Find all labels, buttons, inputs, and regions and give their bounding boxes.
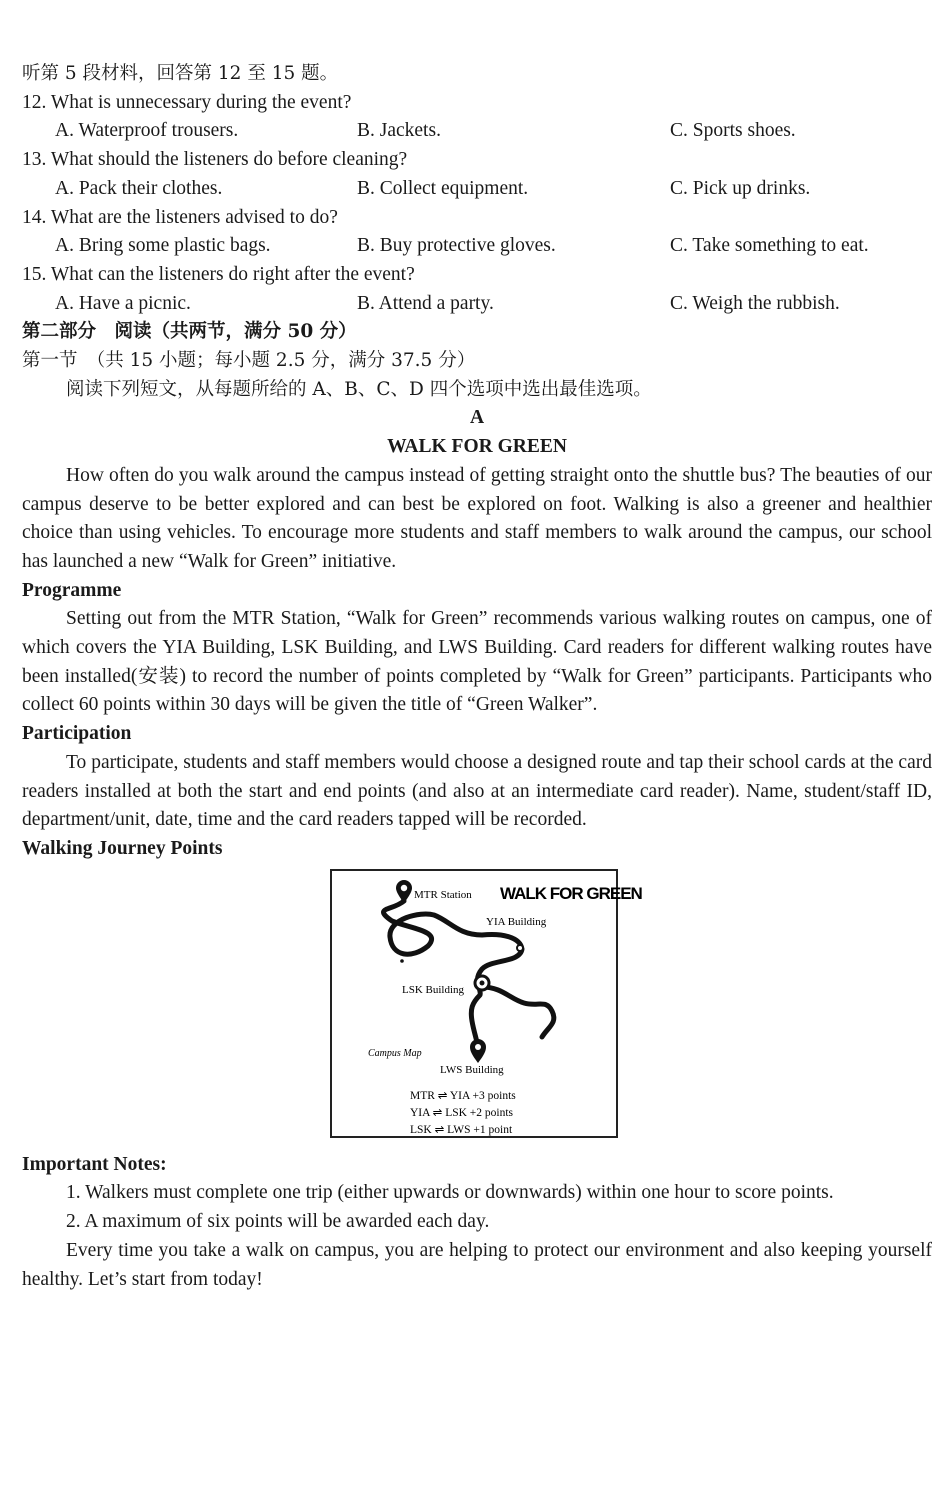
question-text: 15. What can the listeners do right after the event? [22, 263, 415, 285]
option-b: B. Jackets. [357, 120, 441, 142]
section1-heading: 第一节 （共 15 小题；每小题 2.5 分，满分 37.5 分） [22, 350, 476, 372]
programme-heading: Programme [22, 579, 122, 601]
article-title: WALK FOR GREEN [387, 436, 567, 458]
programme-paragraph: Setting out from the MTR Station, “Walk for Green” recommends various walking routes on campus, one of which covers the YIA Building, LSK Building, and LWS Building. Card readers for different walking routes have been installed(安装) to record the number of points completed by “Walk for Green” participants. Participants who collect 60 points within 30 days will be given the title of “Green Walker”. [22, 608, 932, 716]
lws-pin-icon [470, 1039, 486, 1063]
part2-heading: 第二部分 阅读（共两节，满分 50 分） [22, 321, 357, 343]
closing-paragraph: Every time you take a walk on campus, you are helping to protect our environment and also keeping yourself healthy. Let’s start from today! [22, 1239, 932, 1290]
legend-line-2: YIA ⇌ LSK +2 points [410, 1106, 514, 1119]
legend-line-1: MTR ⇌ YIA +3 points [410, 1089, 516, 1102]
label-lsk: LSK Building [402, 983, 465, 996]
participation-paragraph: To participate, students and staff members would choose a designed route and tap their school cards at the card readers installed at both the start and end points (and also at an intermediate card reader). Name, student/staff ID, department/unit, date, time and the card readers tapped will be recorded. [22, 751, 932, 831]
label-campus: Campus Map [368, 1047, 422, 1059]
listening-intro: 听第 5 段材料，回答第 12 至 15 题。 [22, 63, 339, 84]
option-c: C. Pick up drinks. [670, 177, 811, 199]
lsk-pin-icon [475, 976, 489, 990]
question-text: 14. What are the listeners advised to do? [22, 206, 338, 228]
question-15 [22, 261, 932, 318]
option-c: C. Sports shoes. [670, 120, 796, 142]
label-mtr: MTR Station [414, 888, 472, 901]
question-13 [22, 146, 932, 203]
notes-heading: Important Notes: [22, 1153, 167, 1175]
exam-page [22, 60, 932, 1294]
intro-paragraph: How often do you walk around the campus instead of getting straight onto the shuttle bus? The beauties of our campus deserve to be better explored and can best be explored on foot. Walking is also a greener and healthier choice than using vehicles. To encourage more students and staff members to walk around the campus, our school has launched a new “Walk for Green” initiative. [22, 464, 932, 572]
campus-map-figure [0, 864, 950, 1149]
mtr-pin-icon [396, 880, 412, 903]
option-a: A. Pack their clothes. [55, 177, 223, 199]
label-yia: YIA Building [486, 915, 547, 928]
legend-line-3: LSK ⇌ LWS +1 point [410, 1123, 513, 1136]
question-12 [22, 89, 932, 146]
option-c: C. Weigh the rubbish. [670, 292, 840, 314]
note-1: 1. Walkers must complete one trip (either upwards or downwards) within one hour to score points. [66, 1182, 834, 1204]
option-a: A. Bring some plastic bags. [55, 235, 271, 257]
option-b: B. Collect equipment. [357, 177, 529, 199]
participation-heading: Participation [22, 723, 132, 745]
option-a: A. Waterproof trousers. [55, 120, 239, 142]
question-14 [22, 204, 932, 261]
option-b: B. Attend a party. [357, 292, 494, 314]
walking-route-branch [482, 987, 554, 1037]
map-brand: WALK FOR GREEN [500, 883, 642, 903]
yia-dot-icon [517, 945, 523, 951]
campus-map [330, 869, 642, 1138]
points-heading: Walking Journey Points [22, 837, 223, 859]
question-text: 12. What is unnecessary during the event? [22, 91, 352, 113]
option-a: A. Have a picnic. [55, 292, 191, 314]
label-lws: LWS Building [440, 1063, 504, 1076]
passage-letter: A [469, 407, 485, 429]
note-2: 2. A maximum of six points will be awarded each day. [66, 1211, 490, 1233]
question-text: 13. What should the listeners do before cleaning? [22, 149, 408, 171]
option-b: B. Buy protective gloves. [357, 235, 556, 257]
option-c: C. Take something to eat. [670, 235, 869, 257]
reading-instruction: 阅读下列短文，从每题所给的 A、B、C、D 四个选项中选出最佳选项。 [66, 378, 652, 400]
